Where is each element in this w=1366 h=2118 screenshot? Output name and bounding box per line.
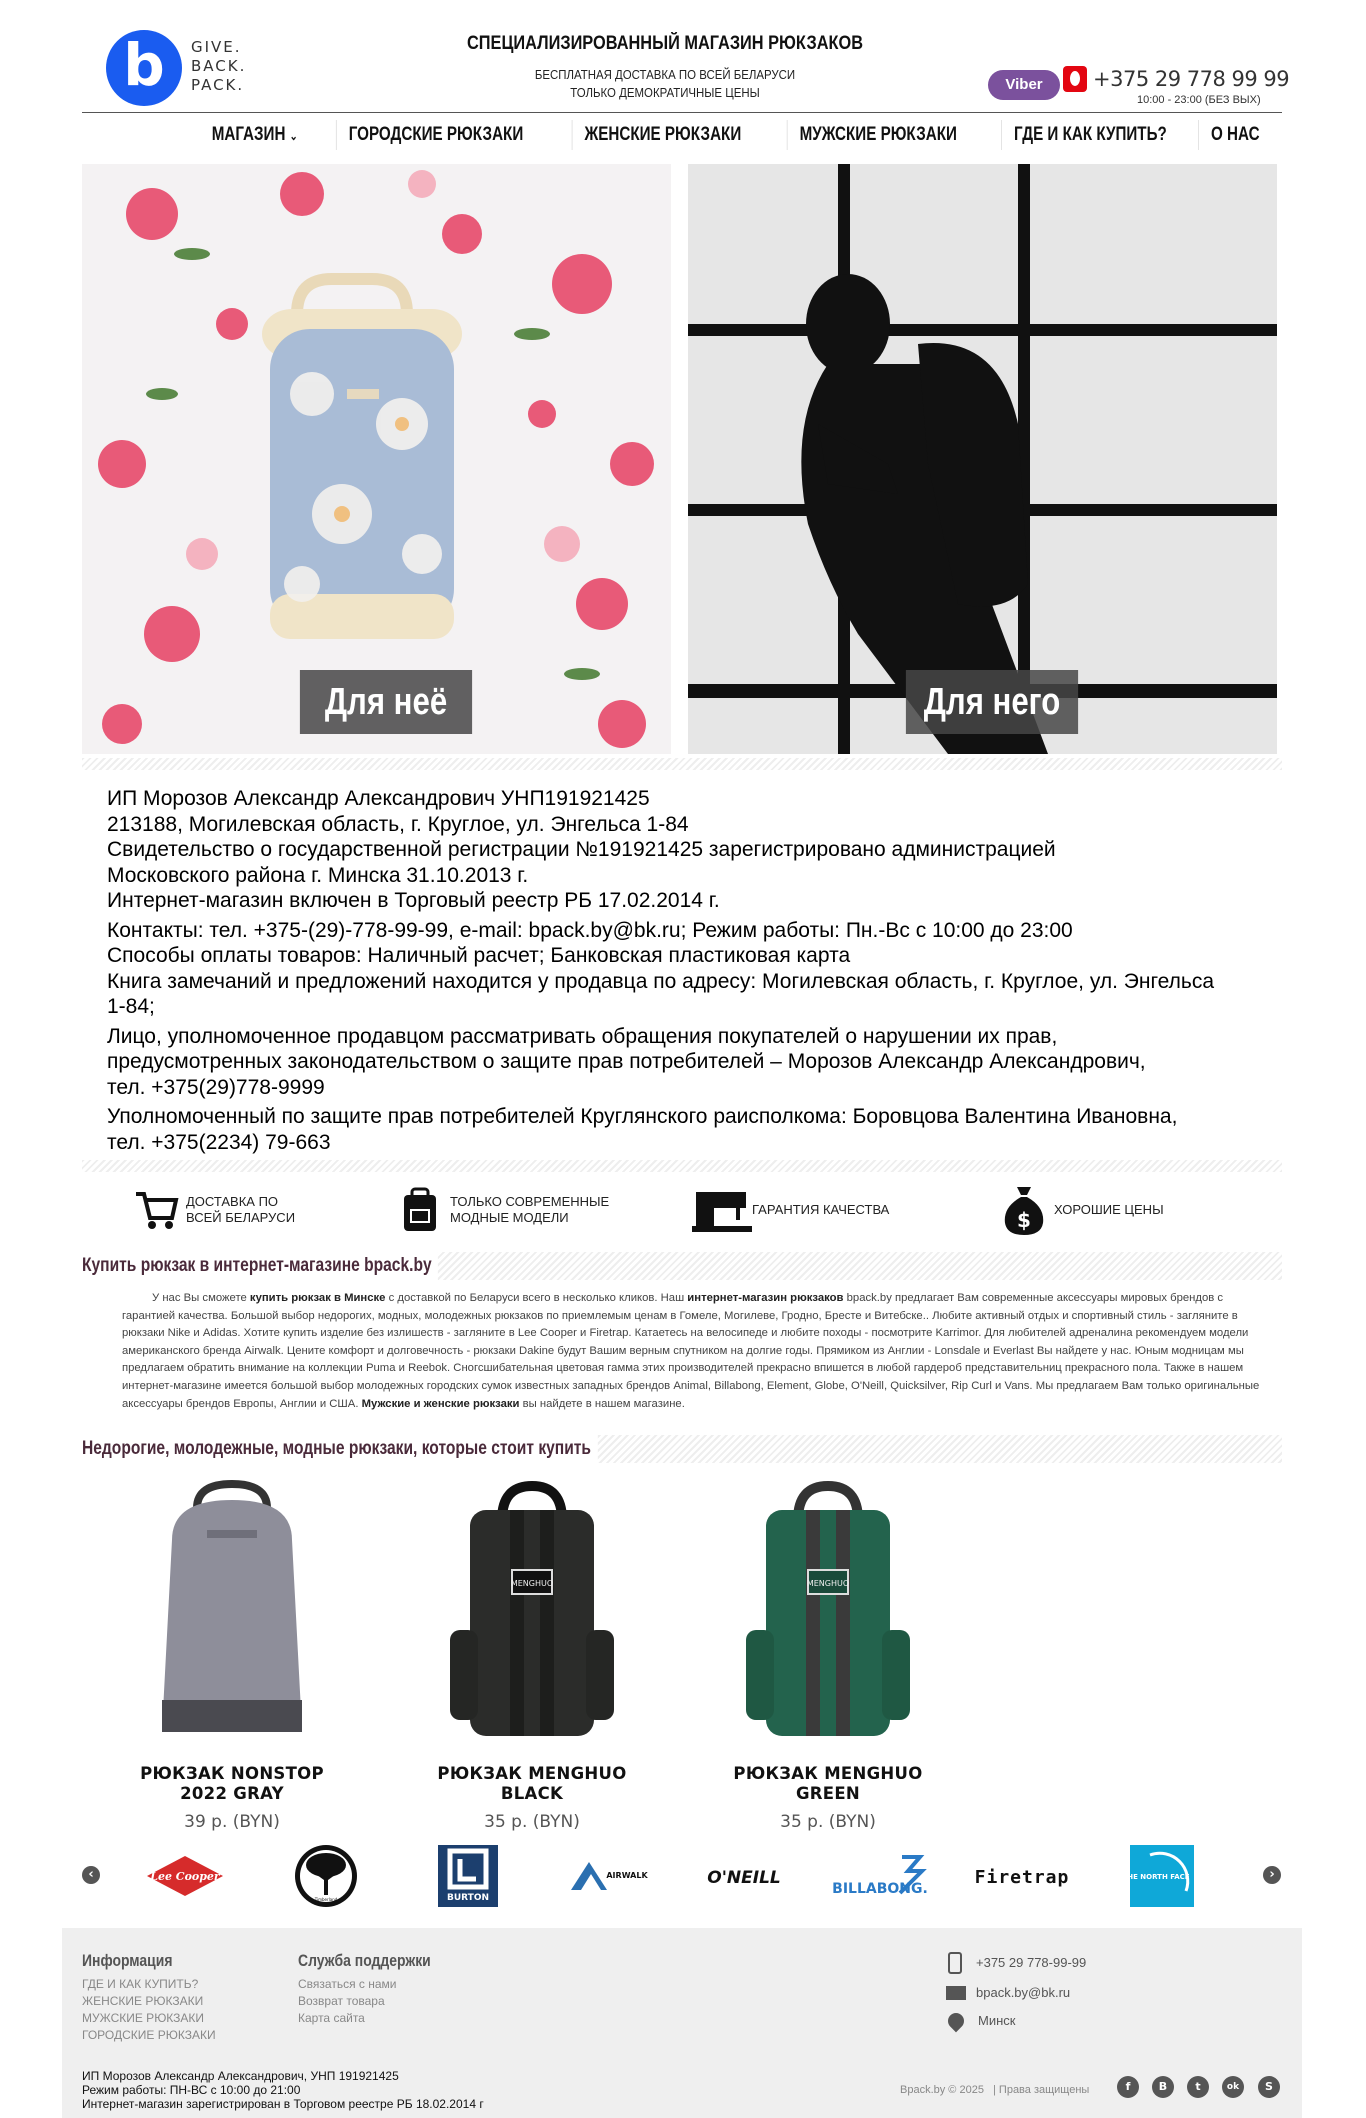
info-line: тел. +375(29)778-9999 — [107, 1075, 325, 1099]
product-card[interactable] — [417, 1480, 647, 1832]
info-line: 213188, Могилевская область, г. Круглое, ул. Энгельса 1-84 — [107, 812, 689, 836]
feature-text: ДОСТАВКА ПО — [186, 1194, 279, 1209]
info-line: Книга замечаний и предложений находится у продавца по адресу: Могилевская область, г. Круглое, ул. Энгельса — [107, 969, 1215, 993]
header-divider — [82, 112, 1282, 113]
brand-name: BURTON — [446, 1893, 490, 1903]
footer-support-title: Служба поддержки — [298, 1951, 431, 1970]
feature-text: ТОЛЬКО СОВРЕМЕННЫЕ — [450, 1194, 610, 1209]
brand-name: Timberland — [314, 1897, 338, 1902]
footer-phone[interactable]: +375 29 778-99-99 — [976, 1955, 1087, 1970]
nav-women-backpacks[interactable]: ЖЕНСКИЕ РЮКЗАКИ — [571, 120, 753, 150]
product-name[interactable]: РЮКЗАК MENGHUO BLACK — [437, 1764, 627, 1803]
facebook-icon[interactable]: f — [1117, 2076, 1139, 2098]
viber-button[interactable]: Viber — [988, 70, 1060, 100]
cart-icon — [134, 1188, 178, 1232]
location-pin-icon — [945, 2010, 968, 2033]
banner-for-her-label: Для неё — [300, 670, 472, 734]
carousel-prev-button[interactable]: ‹ — [82, 1866, 100, 1884]
products-title — [82, 1435, 1282, 1463]
info-divider-bottom — [82, 1160, 1282, 1172]
backpack-icon — [398, 1188, 442, 1232]
brand-name: Firetrap — [974, 1867, 1070, 1888]
brand-logo[interactable] — [565, 1845, 648, 1907]
footer-email[interactable]: bpack.by@bk.ru — [976, 1985, 1071, 2000]
banner-for-him[interactable] — [688, 164, 1277, 754]
product-card[interactable] — [713, 1480, 943, 1832]
tagline-delivery: БЕСПЛАТНАЯ ДОСТАВКА ПО ВСЕЙ БЕЛАРУСИ — [534, 67, 796, 82]
footer-support-column — [298, 1950, 460, 2027]
footer-link[interactable]: ЖЕНСКИЕ РЮКЗАКИ — [82, 1994, 204, 2008]
brand-logo[interactable] — [832, 1845, 928, 1907]
logo-mark[interactable]: b — [106, 30, 182, 106]
info-line: Уполномоченный по защите прав потребителей Круглянского раисполкома: Боровцова Валентина Ивановна, — [107, 1105, 1178, 1128]
header-hours: 10:00 - 23:00 (БЕЗ ВЫХ) — [1137, 94, 1261, 106]
product-name[interactable]: РЮКЗАК NONSTOP 2022 GRAY — [140, 1764, 324, 1803]
info-line: 1-84; — [107, 995, 155, 1018]
product-card[interactable] — [117, 1480, 347, 1832]
footer-link[interactable]: ГДЕ И КАК КУПИТЬ? — [82, 1977, 199, 1991]
nav-where-to-buy[interactable]: ГДЕ И КАК КУПИТЬ? — [1001, 120, 1179, 150]
logo-line: GIVE. — [191, 38, 242, 56]
logo-line: BACK. — [191, 57, 247, 75]
timberland-tree-icon — [293, 1843, 359, 1909]
seo-text-part: bpack.by предлагает Вам современные аксессуары мировых брендов с гарантией качества. Большой выбор недорогих, модных, молодежных рюкзаков по приемлемым ценам в Гомеле, Могилеве, Гродно, Бресте и Витебске.. Любите активный отдых и спортивный стиль - загляните в рюкзаки Nike и Adidas. Хотите купить изделие без излишеств - загляните в Lee Cooper и Firetrap. Катаетесь на велосипеде и любите походы - посмотрите Karrimor. Для любителей адреналина рекомендуем модели американского бренда Airwalk. Цените комфорт и долговечность - рюкзаки Dakine будут Вашим верным спутником на долгие годы. Прямиком из Англии - Lonsdale и Everlast Вы найдете у нас. Юным модницам мы предлагаем обратить внимание на коллекции Puma и Reebok. Сногсшибательная цветовая гамма этих производителей прекрасно впишется в любой гардероб представительниц прекрасного пола. Также в нашем интернет-магазине имеется большой выбор молодежных городских сумок известных западных брендов Animal, Billabong, Element, Globe, O'Neill, Quicksilver, Rip Curl и Vans. Мы предлагаем Вам только оригинальные аксессуары брендов Европы, Англии и США. — [122, 1292, 1260, 1410]
banner-for-him-label: Для него — [906, 670, 1078, 734]
seo-text-part: с доставкой по Беларуси всего в несколько кликов. Наш — [385, 1292, 688, 1304]
seo-text-part: вы найдете в нашем магазине. — [519, 1397, 685, 1410]
seo-text — [122, 1290, 1278, 1413]
seo-link: Мужские и женские рюкзаки — [361, 1397, 520, 1410]
product-badge: MENGHUO — [806, 1579, 850, 1588]
skype-icon[interactable]: S — [1258, 2076, 1280, 2098]
info-line: Контакты: тел. +375-(29)-778-99-99, e-mail: bpack.by@bk.ru; Режим работы: Пн.-Вс с 10:00 до 23:00 — [107, 918, 1073, 942]
main-nav — [192, 120, 1275, 150]
feature-text: МОДНЫЕ МОДЕЛИ — [450, 1210, 569, 1225]
copyright-text: Bpack.by © 2025 — [900, 2084, 984, 2096]
footer-city-row — [948, 2012, 1086, 2030]
seo-link: купить рюкзак в Минске — [249, 1292, 386, 1304]
brand-logo[interactable] — [291, 1845, 361, 1907]
footer-legal-line: Интернет-магазин зарегистрирован в Торговом реестре РБ 18.02.2014 г — [82, 2097, 484, 2111]
footer-copyright — [900, 2083, 1089, 2097]
feature-text: ХОРОШИЕ ЦЕНЫ — [1054, 1202, 1164, 1217]
feature-text: ВСЕЙ БЕЛАРУСИ — [186, 1210, 296, 1225]
footer-phone-row — [948, 1952, 1086, 1974]
footer-legal — [82, 2069, 484, 2111]
seo-text-part: У нас Вы сможете — [152, 1292, 250, 1304]
brand-name: Lee Cooper — [150, 1870, 220, 1883]
feature-prices — [1002, 1188, 1164, 1232]
product-name[interactable]: РЮКЗАК MENGHUO GREEN — [733, 1764, 923, 1803]
logo-line: PACK. — [191, 76, 245, 94]
brand-logo[interactable] — [974, 1845, 1070, 1907]
mts-operator-icon — [1063, 66, 1087, 92]
site-tagline — [493, 66, 836, 102]
banner-for-her[interactable] — [82, 164, 671, 754]
footer-info-title: Информация — [82, 1951, 173, 1970]
footer-link[interactable]: Возврат товара — [298, 1994, 385, 2008]
footer-info-column — [82, 1950, 216, 2044]
twitter-icon[interactable]: t — [1187, 2076, 1209, 2098]
feature-quality — [700, 1188, 889, 1232]
rights-text: | Права защищены — [993, 2084, 1090, 2096]
info-line: Московского района г. Минска 31.10.2013 г. — [107, 863, 529, 887]
product-image[interactable] — [117, 1480, 347, 1742]
footer-legal-line: ИП Морозов Александр Александрович, УНП 191921425 — [82, 2069, 399, 2083]
logo-text[interactable] — [191, 38, 246, 95]
footer-legal-line: Режим работы: ПН-ВС с 10:00 до 21:00 — [82, 2083, 301, 2097]
product-image[interactable] — [713, 1480, 943, 1742]
seo-link: интернет-магазин рюкзаков — [687, 1292, 844, 1304]
footer-link[interactable]: ГОРОДСКИЕ РЮКЗАКИ — [82, 2028, 216, 2042]
info-line: ИП Морозов Александр Александрович УНП191921425 — [107, 787, 650, 810]
brand-name: BILLABONG. — [832, 1881, 928, 1897]
feature-models — [398, 1188, 609, 1232]
legal-info — [107, 786, 1287, 1155]
flowers-backpack-image — [82, 164, 671, 754]
money-bag-icon — [1002, 1188, 1046, 1232]
footer-link[interactable]: Карта сайта — [298, 2011, 365, 2025]
header-phone[interactable]: +375 29 778 99 99 — [1093, 67, 1290, 91]
site-title: СПЕЦИАЛИЗИРОВАННЫЙ МАГАЗИН РЮКЗАКОВ — [466, 33, 863, 54]
footer-link[interactable]: Связаться с нами — [298, 1977, 397, 1991]
product-price: 39 р. (BYN) — [184, 1812, 280, 1832]
footer-city: Минск — [978, 2013, 1016, 2028]
silhouette-man-image — [688, 164, 1277, 754]
feature-text: ГАРАНТИЯ КАЧЕСТВА — [752, 1202, 890, 1217]
info-line: Лицо, уполномоченное продавцом рассматривать обращения покупателей о нарушении их прав, — [107, 1024, 1058, 1048]
carousel-next-button[interactable]: › — [1263, 1866, 1281, 1884]
nav-about[interactable]: О НАС — [1198, 120, 1271, 150]
seo-title-text: Купить рюкзак в интернет-магазине bpack.by — [82, 1252, 438, 1280]
products-title-text: Недорогие, молодежные, модные рюкзаки, которые стоит купить — [82, 1435, 598, 1463]
info-line: Способы оплаты товаров: Наличный расчет; Банковская пластиковая карта — [107, 944, 851, 967]
odnoklassniki-icon[interactable]: ok — [1222, 2076, 1244, 2098]
product-price: 35 р. (BYN) — [780, 1812, 876, 1832]
info-divider-top — [82, 758, 1282, 770]
product-badge: MENGHUO — [510, 1579, 554, 1588]
info-line: Свидетельство о государственной регистрации №191921425 зарегистрировано администрацией — [107, 838, 1056, 861]
product-price: 35 р. (BYN) — [484, 1812, 580, 1832]
tagline-prices: ТОЛЬКО ДЕМОКРАТИЧНЫЕ ЦЕНЫ — [570, 85, 760, 100]
info-line: предусмотренных законодательством о защите прав потребителей – Морозов Александр Александрович, — [107, 1050, 1146, 1073]
sewing-machine-icon — [700, 1188, 744, 1232]
nav-shop-label: МАГАЗИН — [211, 123, 286, 145]
seo-title — [82, 1252, 1282, 1280]
brand-name: AIRWALK — [606, 1871, 648, 1880]
feature-delivery — [134, 1188, 295, 1232]
brand-logo[interactable] — [145, 1845, 225, 1907]
mail-icon — [946, 1986, 966, 2000]
footer-contacts — [948, 1952, 1086, 2030]
vk-icon[interactable]: B — [1152, 2076, 1174, 2098]
info-line: Интернет-магазин включен в Торговый реестр РБ 17.02.2014 г. — [107, 889, 720, 912]
brand-logo[interactable] — [702, 1845, 786, 1907]
footer-email-row — [948, 1984, 1086, 2002]
nav-shop[interactable] — [200, 120, 310, 151]
brand-name: O'NEILL — [707, 1868, 781, 1888]
nav-men-backpacks[interactable]: МУЖСКИЕ РЮКЗАКИ — [786, 120, 968, 150]
brand-logo[interactable] — [1122, 1845, 1194, 1907]
chevron-down-icon: ⌄ — [289, 128, 298, 143]
product-image[interactable] — [417, 1480, 647, 1742]
nav-city-backpacks[interactable]: ГОРОДСКИЕ РЮКЗАКИ — [336, 120, 535, 150]
phone-icon — [948, 1952, 962, 1974]
info-line: тел. +375(2234) 79-663 — [107, 1130, 331, 1154]
svg-text:$: $ — [1017, 1208, 1031, 1232]
footer-link[interactable]: МУЖСКИЕ РЮКЗАКИ — [82, 2011, 205, 2025]
brand-logo[interactable] — [438, 1845, 498, 1907]
brand-name: THE NORTH FACE — [1122, 1873, 1190, 1881]
